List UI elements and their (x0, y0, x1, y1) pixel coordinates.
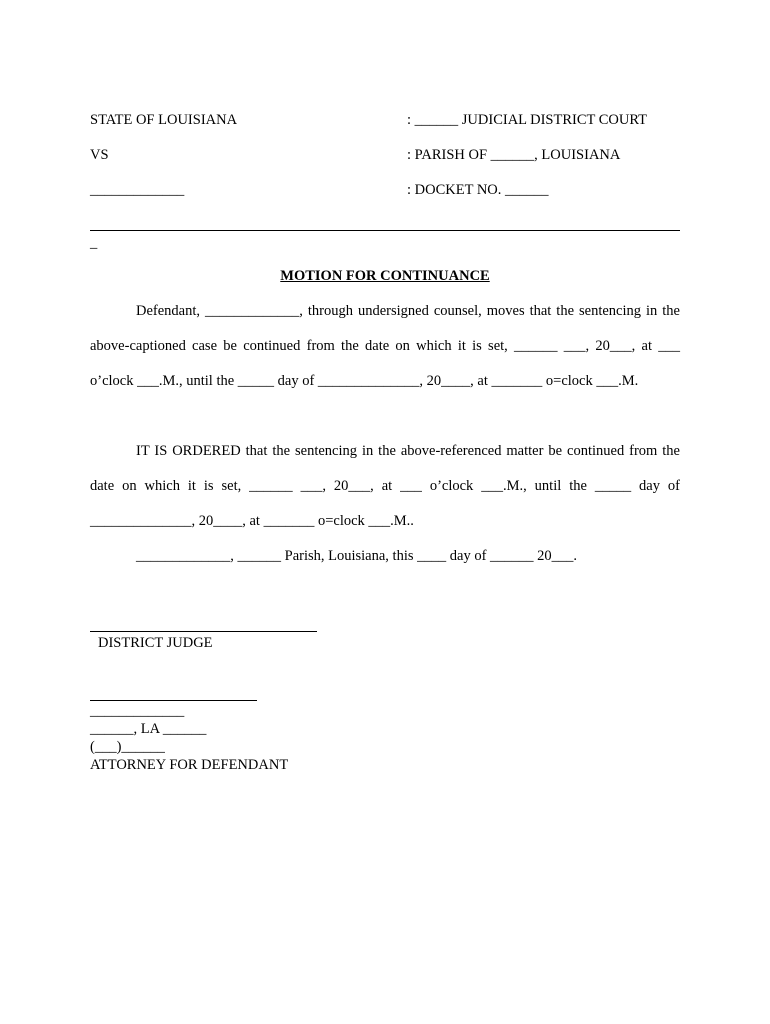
order-paragraph: IT IS ORDERED that the sentencing in the above-referenced matter be continued from the date on which it is set, ______ ___, 20___, at ___ o’clock ___.M., until the _____ day of ______________, 20____, at _______ o=clock ___.M.. (90, 443, 680, 529)
signing-paragraph: _____________, ______ Parish, Louisiana, this ____ day of ______ 20___. (136, 548, 578, 564)
caption-parish: : PARISH OF ______, LOUISIANA (407, 147, 621, 163)
attorney-city-blank: ______, LA ______ (90, 721, 207, 737)
attorney-signature-line (90, 700, 257, 701)
caption-docket: : DOCKET NO. ______ (407, 182, 549, 198)
caption-defendant-blank: _____________ (90, 182, 185, 198)
motion-paragraph: Defendant, _____________, through undersigned counsel, moves that the sentencing in the above-captioned case be continued from the date on which it is set, ______ ___, 20___, at ___ o’clock ___.M., until the _____ day of ______________, 20____, at _______ o=clock ___.M. (90, 303, 680, 389)
attorney-label: ATTORNEY FOR DEFENDANT (90, 757, 289, 773)
caption-court: : ______ JUDICIAL DISTRICT COURT (407, 112, 647, 128)
attorney-name-blank: _____________ (90, 703, 185, 719)
caption-divider (90, 230, 680, 231)
caption-vs: VS (90, 147, 109, 163)
attorney-phone-blank: (___)______ (90, 739, 165, 755)
document-title: MOTION FOR CONTINUANCE (280, 268, 490, 284)
caption-state: STATE OF LOUISIANA (90, 112, 238, 128)
judge-signature-line (90, 631, 317, 632)
judge-label: DISTRICT JUDGE (98, 635, 213, 651)
caption-divider-tail: _ (90, 235, 98, 251)
